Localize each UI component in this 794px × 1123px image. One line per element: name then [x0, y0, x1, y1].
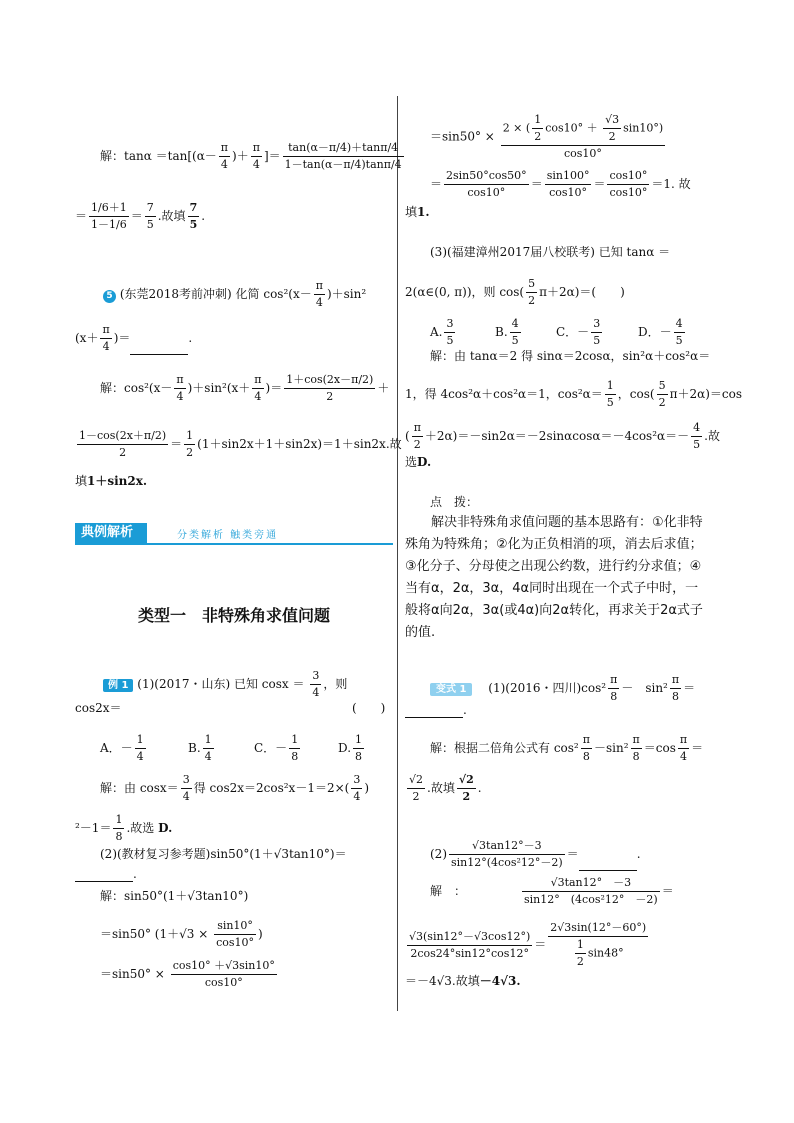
example-1: 例 1 (1)(2017・山东) 已知 cosx ＝ $\frac{3}{4}$ ，则 — [103, 668, 347, 701]
solution-line: 解：sin50°(1＋√3tan10°) — [100, 889, 249, 903]
section-subtitle: 分类解析 触类旁通 — [177, 530, 279, 541]
type-heading: 类型一 非特殊角求值问题 — [137, 606, 330, 625]
question-number-badge: 5 — [103, 290, 116, 303]
option-c: C．－ $\frac{1}{8}$ — [254, 733, 299, 763]
question-5: 5 (东莞2018考前冲刺) 化简 cos²(x－ $\frac{\pi}{4}$ )＋sin² — [103, 278, 366, 311]
solution-line: 解：tanα ＝tan[(α－ $\frac{\pi}{4}$ )＋ $\frac{\pi}{4}$ ]＝ $\frac{\tan(\alpha-\pi/4)+\tan\pi/4}{1-\tan(\alpha-\pi/4)\tan\pi/4}$ — [100, 141, 402, 171]
solution-line: 填1. — [405, 205, 430, 219]
solution-line: ＝sin50° × $\frac{\cos 10^\circ +√3\sin 10^\circ}{\cos 10^\circ}$ — [100, 959, 275, 989]
solution-line: ＝ $\frac{1/6+1}{1-1/6}$ ＝ $\frac{7}{5}$ .故填 $\frac{7}{5}$ . — [75, 201, 206, 231]
answer-blank[interactable]: . — [405, 702, 467, 718]
section-title: 典例解析 — [75, 523, 147, 543]
solution-line: ＝ $\frac{2\sin 50^\circ\cos 50^\circ}{\cos 10^\circ}$ ＝ $\frac{\sin 100^\circ}{\cos 10^\circ}$ ＝ $\frac{\cos 10^\circ}{\cos 10^\circ}$ ＝1. 故 — [430, 169, 691, 199]
solution-line: $\frac{√2}{2}$ .故填 $\frac{√2}{2}$ . — [409, 773, 482, 803]
section-header — [75, 523, 393, 545]
option-a: A. $\frac{3}{5}$ — [430, 317, 454, 347]
solution-line: 解：由 cosx＝ $\frac{3}{4}$ 得 cos2x＝2cos²x－1＝2×( $\frac{3}{4}$ ) — [100, 773, 370, 803]
option-b: B. $\frac{1}{4}$ — [188, 733, 212, 763]
variant-1-q2: (2) $\frac{√3\tan 12^\circ-3}{\text{sin12°(4cos²12°－2)}}$ ＝ . — [430, 839, 641, 869]
answer-blank[interactable] — [130, 342, 188, 355]
solution-line: 1，得 4cos²α＋cos²α＝1，cos²α＝ $\frac{1}{5}$ ，cos( $\frac{5}{2}$ π＋2α)＝cos — [405, 379, 742, 409]
question-3-cont: 2(α∈(0, π))，则 cos( $\frac{5}{2}$ π＋2α)＝( ) — [405, 277, 625, 307]
tip-text: 解决非特殊角求值问题的基本思路有：①化非特殊角为特殊角；②化为正负相消的项，消去后求值；③化分子、分母使之出现公约数，进行约分求值；④当有α，2α，3α，4α同时出现在一个式子中时，一般将α向2α，3α(或4α)向2α转化，再求关于2α式子的值. — [405, 515, 703, 640]
solution-line: ＝sin50° (1＋√3 × $\frac{\sin 10^\circ}{\cos 10^\circ}$ ) — [100, 919, 263, 949]
solution-line: ( $\frac{\pi}{2}$ ＋2α)＝－sin2α＝－2sinαcosα＝－4cos²α＝－ $\frac{4}{5}$ .故 — [405, 421, 720, 451]
question-5-cont: (x＋ $\frac{\pi}{4}$ )＝ . — [75, 323, 193, 353]
example-badge: 例 1 — [103, 679, 133, 692]
example-1-paren: ( ) — [352, 701, 386, 715]
option-d: D．－ $\frac{4}{5}$ — [638, 317, 683, 347]
answer-blank[interactable] — [579, 858, 637, 871]
option-a: A．－ $\frac{1}{4}$ — [100, 733, 144, 763]
column-divider — [397, 96, 398, 1011]
variant-badge: 变式 1 — [430, 683, 472, 696]
example-1-cont: cos2x＝ — [75, 701, 122, 715]
option-d: D. $\frac{1}{8}$ — [338, 733, 363, 763]
variant-1: 变式 1 (1)(2016・四川)cos² $\frac{\pi}{8}$ － sin² $\frac{\pi}{8}$ ＝ — [430, 672, 695, 705]
solution-line: ²－1＝ $\frac{1}{8}$ .故选 D. — [75, 813, 173, 843]
solution-line: $\frac{√3(\sin 12^\circ-√3\cos 12^\circ)}{2\cos 24^\circ\sin 12^\circ\cos 12^\circ}$ ＝ 2√3sin(12°－60°) $\frac{1}{2}$ sin48° — [409, 921, 647, 968]
solution-line: $\frac{1-\cos(2x+\pi/2)}{2}$ ＝ $\frac{1}{2}$ (1＋sin2x＋1＋sin2x)＝1＋sin2x.故 — [79, 429, 402, 459]
answer-blank[interactable]: . — [75, 866, 137, 882]
solution-line: 解：根据二倍角公式有 cos² $\frac{\pi}{8}$ －sin² $\frac{\pi}{8}$ ＝cos $\frac{\pi}{4}$ ＝ — [430, 733, 704, 763]
solution-line: 解：由 tanα＝2 得 sinα＝2cosα，sin²α＋cos²α＝ — [430, 349, 711, 363]
solution-line: 解 ： $\frac{√3\tan 12^\circ -3}{\text{sin12° (4cos²12° －2)}}$ ＝ — [430, 876, 674, 906]
solution-line: 解：cos²(x－ $\frac{\pi}{4}$ )＋sin²(x＋ $\frac{\pi}{4}$ )＝ $\frac{1+\cos(2x-\pi/2)}{2}$ ＋ — [100, 373, 390, 403]
solution-line: 填1＋sin2x. — [75, 474, 148, 488]
option-b: B. $\frac{4}{5}$ — [495, 317, 519, 347]
option-c: C．－ $\frac{3}{5}$ — [556, 317, 601, 347]
question-3: (3)(福建漳州2017届八校联考) 已知 tanα ＝ — [430, 245, 671, 259]
solution-line: 选D. — [405, 455, 432, 469]
solution-line: ＝－4√3.故填－4√3. — [405, 974, 521, 988]
solution-line: ＝sin50° × 2 × ( $\frac{1}{2}$ cos10° ＋ $\frac{√3}{2}$ sin10°) cos10° — [430, 113, 664, 160]
example-1-q2: (2)(教材复习参考题)sin50°(1＋√3tan10°)＝ — [100, 847, 347, 861]
tip-label: 点 拨： — [430, 495, 479, 509]
